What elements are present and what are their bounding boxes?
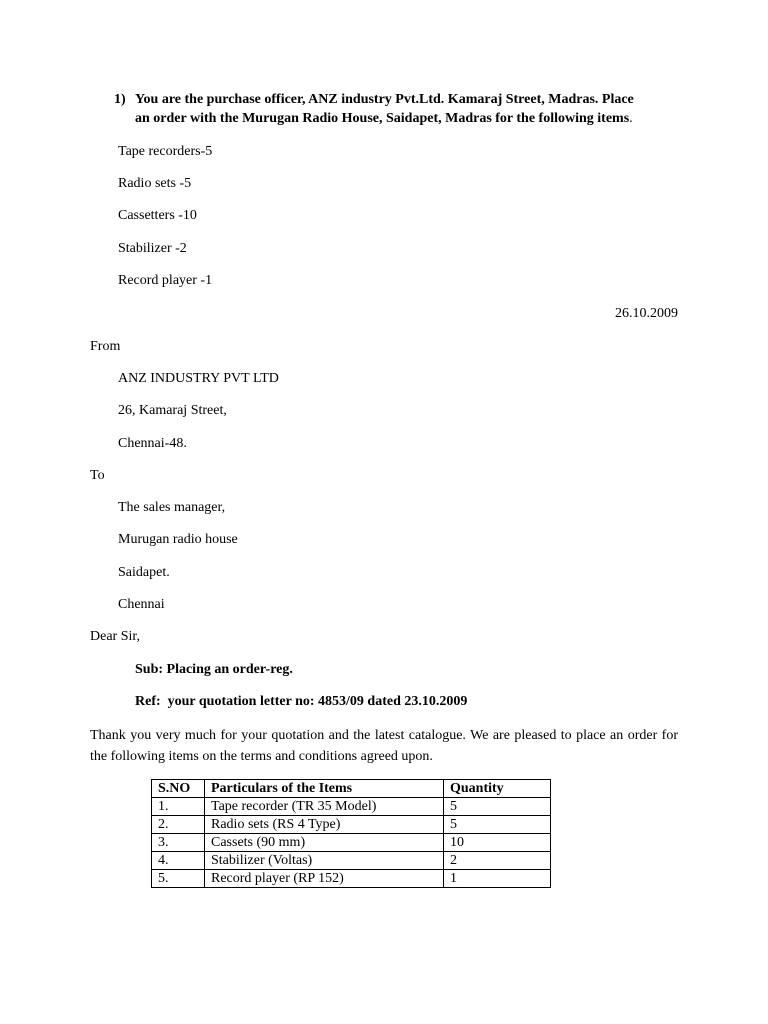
cell-quantity: 1 xyxy=(444,870,551,888)
salutation: Dear Sir, xyxy=(90,629,140,644)
cell-particulars: Tape recorder (TR 35 Model) xyxy=(205,798,444,816)
item-line-cassetters: Cassetters -10 xyxy=(118,208,197,223)
cell-particulars: Cassets (90 mm) xyxy=(205,834,444,852)
from-street: 26, Kamaraj Street, xyxy=(118,403,227,418)
body-paragraph: Thank you very much for your quotation and the latest catalogue. We are pleased to place an order for the following items on the terms and conditions agreed upon. xyxy=(90,728,678,764)
cell-sno: 5. xyxy=(152,870,205,888)
cell-particulars: Stabilizer (Voltas) xyxy=(205,852,444,870)
question-text-line1: You are the purchase officer, ANZ industry Pvt.Ltd. Kamaraj Street, Madras. Place xyxy=(135,92,634,107)
cell-sno: 4. xyxy=(152,852,205,870)
to-area: Saidapet. xyxy=(118,565,170,580)
reference-line: Ref: your quotation letter no: 4853/09 dated 23.10.2009 xyxy=(135,694,468,709)
to-recipient: The sales manager, xyxy=(118,500,226,515)
cell-quantity: 5 xyxy=(444,816,551,834)
item-line-stabilizer: Stabilizer -2 xyxy=(118,241,187,256)
column-header-quantity: Quantity xyxy=(444,780,551,798)
table-row xyxy=(152,852,551,870)
cell-quantity: 5 xyxy=(444,798,551,816)
table-row xyxy=(152,870,551,888)
from-label: From xyxy=(90,339,121,354)
table-header-row xyxy=(152,780,551,798)
cell-sno: 1. xyxy=(152,798,205,816)
cell-sno: 3. xyxy=(152,834,205,852)
from-company: ANZ INDUSTRY PVT LTD xyxy=(118,371,279,386)
table-row xyxy=(152,798,551,816)
to-company: Murugan radio house xyxy=(118,532,238,547)
table-row xyxy=(152,816,551,834)
column-header-particulars: Particulars of the Items xyxy=(205,780,444,798)
column-header-sno: S.NO xyxy=(152,780,205,798)
question-text-line2-main: an order with the Murugan Radio House, Saidapet, Madras for the following items xyxy=(135,111,630,126)
cell-quantity: 10 xyxy=(444,834,551,852)
item-line-radio-sets: Radio sets -5 xyxy=(118,176,192,191)
to-city: Chennai xyxy=(118,597,165,612)
order-items-table xyxy=(151,779,551,888)
question-number: 1) xyxy=(114,92,126,107)
letter-date: 26.10.2009 xyxy=(615,306,678,321)
cell-quantity: 2 xyxy=(444,852,551,870)
from-city: Chennai-48. xyxy=(118,436,187,451)
to-label: To xyxy=(90,468,105,483)
cell-sno: 2. xyxy=(152,816,205,834)
table-row xyxy=(152,834,551,852)
subject-line: Sub: Placing an order-reg. xyxy=(135,662,293,677)
cell-particulars: Radio sets (RS 4 Type) xyxy=(205,816,444,834)
item-line-tape-recorders: Tape recorders-5 xyxy=(118,144,213,159)
item-line-record-player: Record player -1 xyxy=(118,273,213,288)
question-text-line2-end: . xyxy=(629,111,633,126)
question-text-line2 xyxy=(135,110,633,128)
cell-particulars: Record player (RP 152) xyxy=(205,870,444,888)
